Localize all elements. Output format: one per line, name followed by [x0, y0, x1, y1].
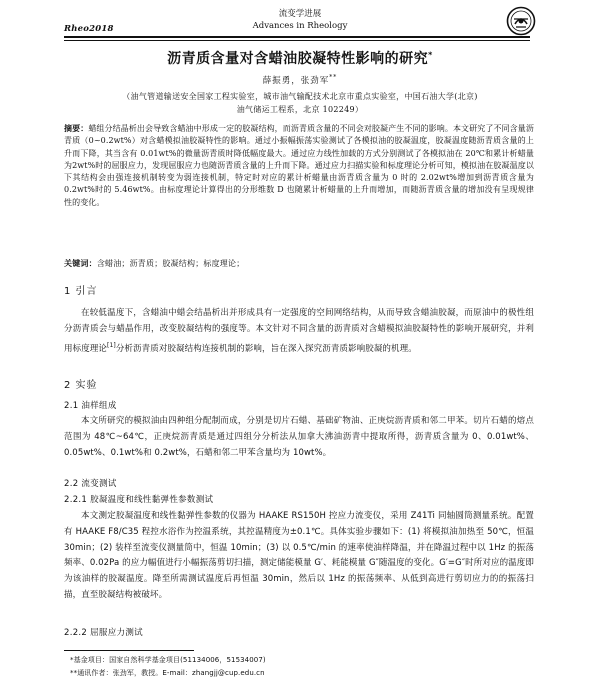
header-rule	[64, 36, 530, 38]
header-rule-thin	[64, 40, 530, 41]
section-2-2-1-heading: 2.2.1 胶凝温度和线性黏弹性参数测试	[64, 495, 214, 505]
section-2-2-1-paragraph: 本文测定胶凝温度和线性黏弹性参数的仪器为 HAAKE RS150H 控应力流变仪，采用 Z41Ti 同轴圆筒测量系统。配置有 HAAKE F8/C35 程控水浴作为控温系统，其控温精度为±0.1℃。具体实验步骤如下：(1) 将模拟油加热至 50℃，恒温 30min；(2) 装样至流变仪测量筒中，恒温 10min；(3) 以 0.5℃/min 的速率使油样降温，并在降温过程中以 1Hz 的振荡频率、0.02Pa 的应力幅值进行小幅振荡剪切扫描，测定储能模量 G′、耗能模量 G″随温度的变化。G′=G″时所对应的温度即为该油样的胶凝温度。降至所需测试温度后再恒温 30min，然后以 1Hz 的振荡频率、从低到高进行剪切应力的的振荡扫描，直至胶凝结构被破坏。	[64, 511, 534, 600]
journal-title-en: Advances in Rheology	[252, 21, 348, 31]
section-2-2-2-heading: 2.2.2 屈服应力测试	[64, 628, 143, 638]
footnote-rule	[64, 650, 194, 651]
footnote-contact: **通讯作者：张劲军，教授。E-mail：zhangjj@cup.edu.cn	[70, 669, 265, 677]
section-2-heading: 2 实验	[64, 380, 98, 391]
abstract-label: 摘要：	[64, 124, 89, 133]
journal-title-cn: 流变学进展	[278, 9, 322, 19]
section-2-1-heading: 2.1 油样组成	[64, 401, 117, 411]
section-2-1-paragraph: 本文所研究的模拟油由四种组分配制而成，分别是切片石蜡、基础矿物油、正庚烷沥青质和邻二甲苯。切片石蜡的熔点范围为 48℃~64℃，正庚烷沥青质是通过四组分分析法从加拿大沸油沥青中提取所得，沥青质含量为 0、0.01wt%、0.05wt%、0.1wt%和 0.2wt%，石蜡和邻二甲苯含量均为 10wt%。	[64, 416, 534, 458]
section-1-heading: 1 引言	[64, 286, 98, 297]
section-1-text-end: 分析沥青质对胶凝结构连接机制的影响，旨在深入探究沥青质影响胶凝的机理。	[115, 343, 417, 354]
author-footnote-mark: **	[329, 74, 338, 82]
paper-title-text: 沥青质含量对含蜡油胶凝特性影响的研究	[167, 51, 429, 67]
journal-title	[200, 8, 400, 32]
section-1-paragraph	[64, 306, 534, 357]
abstract	[64, 123, 534, 209]
paper-title	[60, 48, 540, 68]
citation-1: [1]	[107, 341, 116, 349]
journal-short-title: Rheo2018	[64, 24, 114, 34]
affiliation-line-2: 油气储运工程系，北京 102249）	[236, 105, 364, 114]
keywords-text: 含蜡油；沥青质；胶凝结构；标度理论；	[96, 259, 245, 268]
section-2-2-heading: 2.2 流变测试	[64, 479, 117, 489]
title-footnote-mark: *	[428, 50, 433, 60]
footnote-funding: *基金项目：国家自然科学基金项目(51134006，51534007)	[70, 656, 266, 664]
society-seal-icon	[506, 6, 536, 36]
keywords	[64, 258, 534, 269]
abstract-text: 蜡组分结晶析出会导致含蜡油中形成一定的胶凝结构，而沥青质含量的不同会对胶凝产生不同的影响。本文研究了不同含量沥青质（0~0.2wt%）对含蜡模拟油胶凝特性的影响。通过小振幅振荡实验测试了各模拟油的胶凝温度，胶凝温度随沥青质含量的上升而下降，其当含有 0.01wt%的微量沥青质时降低幅度最大。通过应力线性加载的方式分别测试了各模拟油在 20℃和累计析蜡量为2wt%时的屈服应力，发现屈服应力也随沥青质含量的上升而下降。通过应力扫描实验和标度理论分析可知，模拟油在胶凝温度以下其结构会由强连接机制转变为弱连接机制，特定时对应的累计析蜡量由沥青质含量为 0 时的 2.02wt%增加到沥青质含量为 0.2wt%时的 5.46wt%。由标度理论计算得出的分形维数 D 也随累计析蜡量的上升而增加，而随沥青质含量的增加没有呈现规律性的变化。	[64, 124, 534, 207]
affiliation	[66, 90, 534, 116]
section-1-text: 在较低温度下，含蜡油中蜡会结晶析出并形成具有一定强度的空间网络结构，从而导致含蜡油胶凝，而原油中的极性组分沥青质会与蜡晶作用，改变胶凝结构的强度等。本文针对不同含量的沥青质对含蜡模拟油胶凝特性的影响开展研究，并利用标度理论	[64, 308, 534, 354]
paper-authors	[60, 74, 540, 86]
authors-text: 薛振勇，张劲军	[262, 76, 330, 86]
affiliation-line-1: （油气管道输送安全国家工程实验室，城市油气输配技术北京市重点实验室，中国石油大学(北京)	[122, 92, 478, 101]
keywords-label: 关键词：	[64, 259, 97, 268]
